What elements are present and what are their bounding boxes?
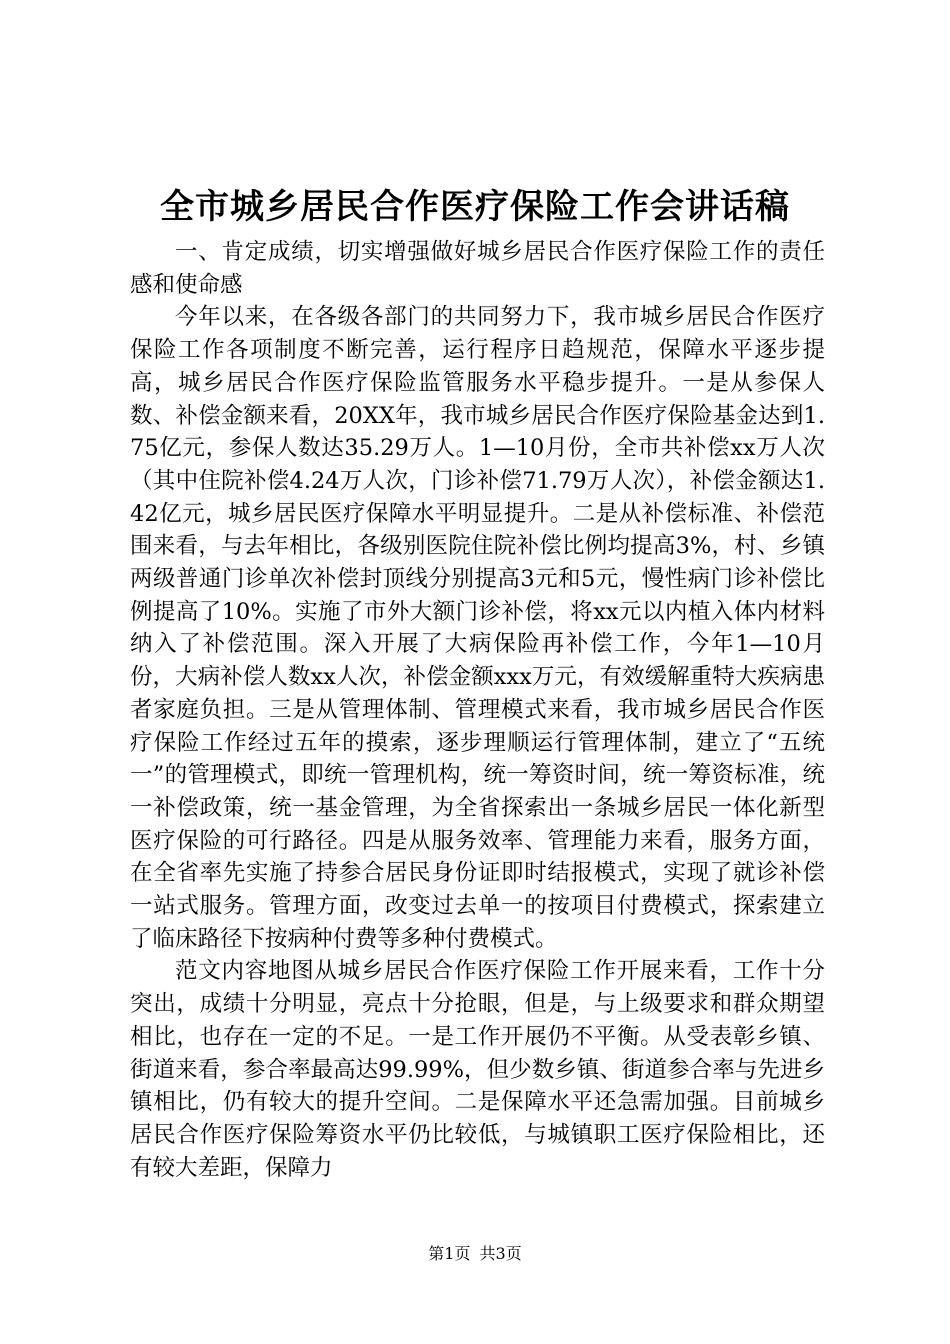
page-footer [0,1242,950,1266]
document-title: 全市城乡居民合作医疗保险工作会讲话稿 [160,187,790,227]
body-paragraph-shortcomings: 范文内容地图从城乡居民合作医疗保险工作开展来看，工作十分突出，成绩十分明显，亮点十分抢眼，但是，与上级要求和群众期望相比，也存在一定的不足。一是工作开展仍不平衡。从受表彰乡镇、街道来看，参合率最高达99.99%，但少数乡镇、街道参合率与先进乡镇相比，仍有较大的提升空间。二是保障水平还急需加强。目前城乡居民合作医疗保险筹资水平仍比较低，与城镇职工医疗保险相比，还有较大差距，保障力 [130,958,825,1181]
page-number-current: 第1页 [428,1244,471,1263]
document-body [130,236,825,1184]
section-heading-paragraph: 一、肯定成绩，切实增强做好城乡居民合作医疗保险工作的责任感和使命感 [130,239,825,298]
page-number-total: 共3页 [479,1244,522,1263]
body-paragraph-achievements: 今年以来，在各级各部门的共同努力下，我市城乡居民合作医疗保险工作各项制度不断完善，运行程序日趋规范，保障水平逐步提高，城乡居民合作医疗保险监管服务水平稳步提升。一是从参保人数、补偿金额来看，20XX年，我市城乡居民合作医疗保险基金达到1.75亿元，参保人数达35.29万人。1—10月份，全市共补偿xx万人次（其中住院补偿4.24万人次，门诊补偿71.79万人次），补偿金额达1.42亿元，城乡居民医疗保障水平明显提升。二是从补偿标准、补偿范围来看，与去年相比，各级别医院住院补偿比例均提高3%，村、乡镇两级普通门诊单次补偿封顶线分别提高3元和5元，慢性病门诊补偿比例提高了10%。实施了市外大额门诊补偿，将xx元以内植入体内材料纳入了补偿范围。深入开展了大病保险再补偿工作，今年1—10月份，大病补偿人数xx人次，补偿金额xxx万元，有效缓解重特大疾病患者家庭负担。三是从管理体制、管理模式来看，我市城乡居民合作医疗保险工作经过五年的摸索，逐步理顺运行管理体制，建立了“五统一”的管理模式，即统一管理机构，统一筹资时间，统一筹资标准，统一补偿政策，统一基金管理，为全省探索出一条城乡居民一体化新型医疗保险的可行路径。四是从服务效率、管理能力来看，服务方面，在全省率先实施了持参合居民身份证即时结报模式，实现了就诊补偿一站式服务。管理方面，改变过去单一的按项目付费模式，探索建立了临床路径下按病种付费等多种付费模式。 [130,304,825,952]
